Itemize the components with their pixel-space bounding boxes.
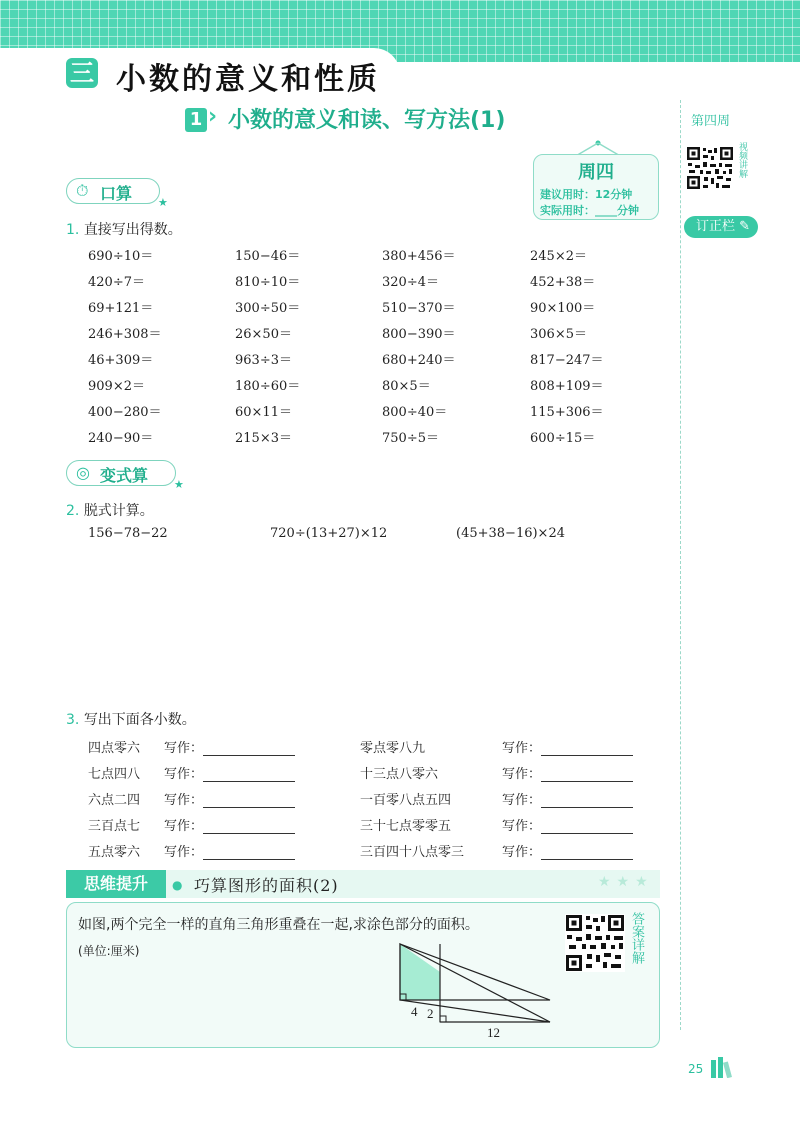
answer-qr-caption: 答案详解 <box>629 912 644 964</box>
calc-item: 452+38＝ <box>530 275 596 290</box>
expression-3: (45+38−16)×24 <box>456 526 565 541</box>
calc-item: 817−247＝ <box>530 353 604 368</box>
calc-item: 80×5＝ <box>382 379 431 394</box>
section-oral-label: 口算 <box>100 184 133 203</box>
calc-item: 60×11＝ <box>235 405 292 420</box>
shaded-region <box>400 944 440 1000</box>
day-title: 周四 <box>578 162 614 183</box>
calc-item: 400−280＝ <box>88 405 162 420</box>
unit-badge: 三 <box>66 58 98 88</box>
thinking-question: 如图,两个完全一样的直角三角形重叠在一起,求涂色部分的面积。 <box>78 917 479 933</box>
pencil-icon: ✎ <box>739 219 751 234</box>
calc-item: 420÷7＝ <box>88 275 145 290</box>
qr-code-icon[interactable] <box>565 914 625 972</box>
expression-1: 156−78−22 <box>88 526 168 541</box>
calc-item: 510−370＝ <box>382 301 456 316</box>
write-field[interactable]: 写作： <box>502 763 633 782</box>
lesson-title: 小数的意义和读、写方法(1) <box>228 108 506 133</box>
star-icon: ★ <box>174 478 184 491</box>
calc-item: 245×2＝ <box>530 249 587 264</box>
star-icon: ★ <box>158 196 168 209</box>
decimal-word: 零点零八九 <box>360 741 426 756</box>
calc-item: 180÷60＝ <box>235 379 301 394</box>
stopwatch-icon: ⏱ <box>76 181 89 200</box>
star-rating-icon: ★★★ <box>598 874 654 890</box>
week-label: 第四周 <box>691 114 731 129</box>
write-field[interactable]: 写作： <box>164 815 295 834</box>
thinking-label: 思维提升 <box>66 870 166 898</box>
calc-item: 800÷40＝ <box>382 405 448 420</box>
lesson-number: 1 <box>185 108 207 132</box>
suggested-time: 建议用时：12分钟 <box>540 188 633 201</box>
calc-item: 963÷3＝ <box>235 353 292 368</box>
bullet-icon: ● <box>172 878 183 892</box>
decimal-word: 六点二四 <box>88 793 141 808</box>
chevron-right-icon: › <box>208 104 218 129</box>
calc-item: 90×100＝ <box>530 301 596 316</box>
decimal-word: 四点零六 <box>88 741 141 756</box>
qr-caption: 视频讲解 <box>737 142 747 178</box>
margin-divider <box>680 100 681 1030</box>
decimal-word: 三十七点零零五 <box>360 819 452 834</box>
right-angle-mark <box>440 1016 446 1022</box>
calc-item: 600÷15＝ <box>530 431 596 446</box>
decimal-word: 一百零八点五四 <box>360 793 452 808</box>
write-field[interactable]: 写作： <box>502 789 633 808</box>
calc-item: 750÷5＝ <box>382 431 439 446</box>
calc-item: 300÷50＝ <box>235 301 301 316</box>
calc-item: 680+240＝ <box>382 353 456 368</box>
books-icon <box>710 1056 738 1078</box>
page-number: 25 <box>688 1062 704 1076</box>
actual-time: 实际用时：____分钟 <box>540 204 639 217</box>
correction-label: 订正栏 <box>696 219 736 234</box>
write-field[interactable]: 写作： <box>502 815 633 834</box>
write-field[interactable]: 写作： <box>502 737 633 756</box>
overlapping-triangles-figure <box>390 938 560 1040</box>
decimal-word: 五点零六 <box>88 845 141 860</box>
write-field[interactable]: 写作： <box>502 841 633 860</box>
decimal-word: 三百点七 <box>88 819 141 834</box>
expression-2: 720÷(13+27)×12 <box>270 526 388 541</box>
calc-item: 246+308＝ <box>88 327 162 342</box>
question-2: 2. 脱式计算。 <box>66 503 154 519</box>
target-icon: ◎ <box>76 463 90 482</box>
section-variant-label: 变式算 <box>100 466 149 485</box>
calc-item: 150−46＝ <box>235 249 301 264</box>
question-1: 1. 直接写出得数。 <box>66 222 182 238</box>
calc-item: 380+456＝ <box>382 249 456 264</box>
write-field[interactable]: 写作： <box>164 841 295 860</box>
decimal-word: 十三点八零六 <box>360 767 439 782</box>
thinking-title: 巧算图形的面积(2) <box>194 876 339 895</box>
calc-item: 800−390＝ <box>382 327 456 342</box>
decimal-word: 三百四十八点零三 <box>360 845 465 860</box>
dim-label-a: 4 <box>411 1004 418 1019</box>
dim-label-c: 12 <box>487 1025 500 1040</box>
correction-tag <box>684 216 758 238</box>
write-field[interactable]: 写作： <box>164 737 295 756</box>
calc-item: 909×2＝ <box>88 379 145 394</box>
qr-code-icon[interactable] <box>686 146 734 190</box>
calc-item: 26×50＝ <box>235 327 292 342</box>
write-field[interactable]: 写作： <box>164 763 295 782</box>
calc-item: 808+109＝ <box>530 379 604 394</box>
calc-item: 810÷10＝ <box>235 275 301 290</box>
calc-item: 69+121＝ <box>88 301 154 316</box>
calc-item: 115+306＝ <box>530 405 604 420</box>
calc-item: 240−90＝ <box>88 431 154 446</box>
calc-item: 690÷10＝ <box>88 249 154 264</box>
thinking-unit: (单位:厘米) <box>78 944 140 958</box>
decimal-word: 七点四八 <box>88 767 141 782</box>
calc-item: 320÷4＝ <box>382 275 439 290</box>
calc-item: 215×3＝ <box>235 431 292 446</box>
calc-item: 306×5＝ <box>530 327 587 342</box>
dim-label-b: 2 <box>427 1006 434 1021</box>
question-3: 3. 写出下面各小数。 <box>66 712 196 728</box>
calc-item: 46+309＝ <box>88 353 154 368</box>
unit-title: 小数的意义和性质 <box>116 62 380 97</box>
write-field[interactable]: 写作： <box>164 789 295 808</box>
